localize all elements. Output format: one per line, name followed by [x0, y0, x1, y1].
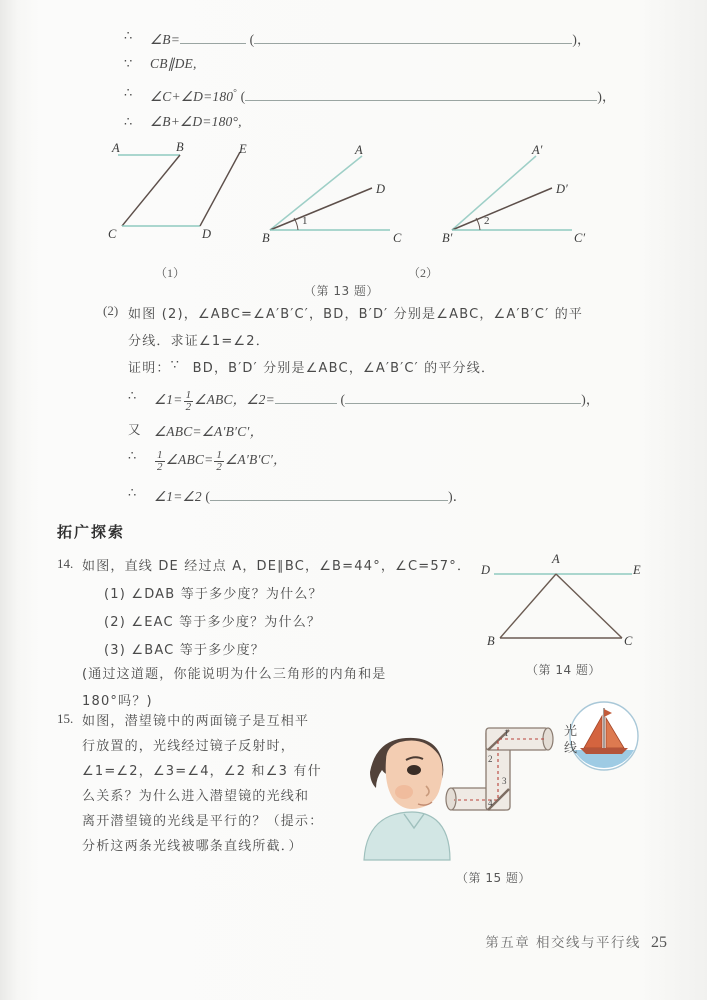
problem13-part2-line4: ∴ ∠1= $\frac{1}{2}$ ∠ABC，∠2= ( )，: [128, 388, 600, 413]
problem14-sub3: (3) ∠BAC 等于多少度？: [104, 643, 265, 658]
fig1-label-A: A: [112, 141, 120, 155]
therefore-symbol-3: ∴: [124, 114, 133, 129]
reason-blank[interactable]: [254, 32, 572, 44]
fig14-label-B: B: [487, 634, 495, 648]
problem15-line5: 离开潜望镜的光线是平行的？（提示：: [82, 814, 324, 829]
light-ray-label: 光线: [563, 724, 577, 756]
fig1-label-D: D: [202, 227, 212, 241]
problem13-part2-number: (2): [103, 303, 119, 318]
fig1-label-C: C: [108, 227, 117, 241]
problem14-sub1: (1) ∠DAB 等于多少度？为什么？: [104, 587, 323, 602]
answer-blank-3[interactable]: [275, 392, 337, 404]
therefore-symbol-6: ∴: [128, 485, 137, 500]
figure13-sub-caption-1: （1）: [155, 266, 186, 280]
fig3-label-B: B′: [442, 231, 453, 245]
therefore-symbol: ∴: [124, 28, 133, 43]
step-1-lhs: ∠1=: [154, 392, 183, 407]
step-2-text: ∠ABC=∠A′B′C′，: [154, 424, 264, 439]
therefore-symbol-4: ∴: [128, 388, 137, 403]
fig3-label-C: C′: [574, 231, 586, 245]
again-symbol: 又: [128, 422, 142, 437]
reason-blank-3[interactable]: [345, 392, 581, 404]
fig14-label-C: C: [624, 634, 633, 648]
fraction-one-half-3: $\frac{1}{2}$: [216, 449, 223, 473]
step-1-rhs: ∠ABC，∠2=: [194, 392, 275, 407]
problem13-part2-line1: 如图 (2)，∠ABC=∠A′B′C′，BD，B′D′ 分别是∠ABC，∠A′B′C′ 的平: [128, 307, 584, 322]
problem14-number: 14.: [57, 556, 74, 571]
step-3-lhs: ∠ABC=: [165, 452, 214, 467]
fig2-label-C: C: [393, 231, 402, 245]
proof-line-3: ∴ ∠C+∠D=180° ( )，: [124, 85, 616, 104]
figure15-caption: （第 15 题）: [456, 871, 531, 885]
fig2-angle-1: 1: [302, 215, 308, 227]
svg-text:3: 3: [502, 776, 507, 786]
reason-blank-4[interactable]: [210, 489, 448, 501]
problem13-part2-num: [103, 303, 118, 319]
problem13-part2-line3-text: BD，B′D′ 分别是∠ABC，∠A′B′C′ 的平分线．: [192, 361, 496, 376]
answer-blank[interactable]: [180, 32, 246, 44]
fraction-one-half-2: $\frac{1}{2}$: [157, 449, 163, 473]
reason-blank-2[interactable]: [245, 89, 597, 101]
fig14-label-A: A: [552, 552, 560, 566]
problem15-line2: 行放置的，光线经过镜子反射时，: [82, 739, 296, 754]
problem13-part2-line6: [128, 448, 287, 473]
figure13-sub-caption-2: （2）: [408, 266, 439, 280]
problem13-part2-line5: [128, 420, 263, 440]
proof-line-2-text: CB∥DE,: [150, 56, 197, 71]
fig2-label-A: A: [355, 143, 363, 157]
footer-chapter-title: 第五章 相交线与平行线: [485, 935, 641, 951]
problem14-note2: 180°吗？): [82, 694, 153, 709]
problem15-line6: 分析这两条光线被哪条直线所截．）: [82, 839, 303, 854]
fig14-label-D: D: [481, 563, 491, 577]
svg-text:2: 2: [488, 754, 493, 764]
therefore-symbol-5: ∴: [128, 448, 137, 463]
proof-line-2: [124, 56, 197, 72]
problem15-line1: 如图，潜望镜中的两面镜子是互相平: [82, 714, 310, 729]
fraction-one-half: $\frac{1}{2}$: [185, 389, 192, 413]
problem13-part2-line2: 分线．求证∠1=∠2．: [128, 334, 270, 349]
because-symbol: ∵: [124, 56, 133, 71]
step-4-text: ∠1=∠2: [154, 489, 202, 504]
figure-13-diagrams: [100, 138, 640, 258]
svg-text:4: 4: [488, 798, 493, 808]
footer-page-number: 25: [651, 934, 667, 951]
proof-line-4-text: ∠B+∠D=180°,: [150, 114, 242, 129]
fig2-label-B: B: [262, 231, 270, 245]
fig1-label-E: E: [239, 142, 247, 156]
problem14-sub2: (2) ∠EAC 等于多少度？为什么？: [104, 615, 322, 630]
figure14-caption: （第 14 题）: [526, 663, 601, 677]
figure13-caption: （第 13 题）: [304, 284, 379, 298]
step-3-rhs: ∠A′B′C′，: [225, 452, 287, 467]
problem13-part2-line7: ∴ ∠1=∠2 ( )．: [128, 485, 467, 504]
problem15-number: 15.: [57, 711, 74, 726]
hull-icon: [580, 748, 628, 754]
proof-line-3-text: ∠C+∠D=180: [150, 89, 234, 104]
page-footer: [485, 931, 667, 952]
problem15-line4: 么关系？为什么进入潜望镜的光线和: [82, 789, 310, 804]
fig14-label-E: E: [633, 563, 641, 577]
proof-line-1-text: ∠B=: [150, 32, 181, 47]
problem13-part2-line3: [128, 357, 495, 376]
fig3-label-D: D′: [556, 182, 568, 196]
fig1-label-B: B: [176, 140, 184, 154]
fig3-label-A: A′: [532, 143, 543, 157]
because-symbol-3: ∵: [170, 357, 179, 372]
proof-line-1: ∴ ∠B= ( )，: [124, 28, 591, 47]
problem15-line3: ∠1=∠2，∠3=∠4，∠2 和∠3 有什: [82, 764, 322, 779]
problem14-line1: 如图，直线 DE 经过点 A，DE∥BC，∠B=44°，∠C=57°．: [82, 559, 472, 574]
proof-prefix: 证明：: [128, 361, 171, 376]
problem14-note1: (通过这道题，你能说明为什么三角形的内角和是: [82, 667, 387, 682]
therefore-symbol-2: ∴: [124, 85, 133, 100]
proof-line-4: [124, 114, 242, 130]
fig3-angle-2: 2: [484, 215, 490, 227]
fig2-label-D: D: [376, 182, 386, 196]
section-heading: 拓广探索: [57, 523, 126, 541]
svg-text:1: 1: [504, 728, 509, 738]
periscope-illustration: [352, 700, 652, 890]
